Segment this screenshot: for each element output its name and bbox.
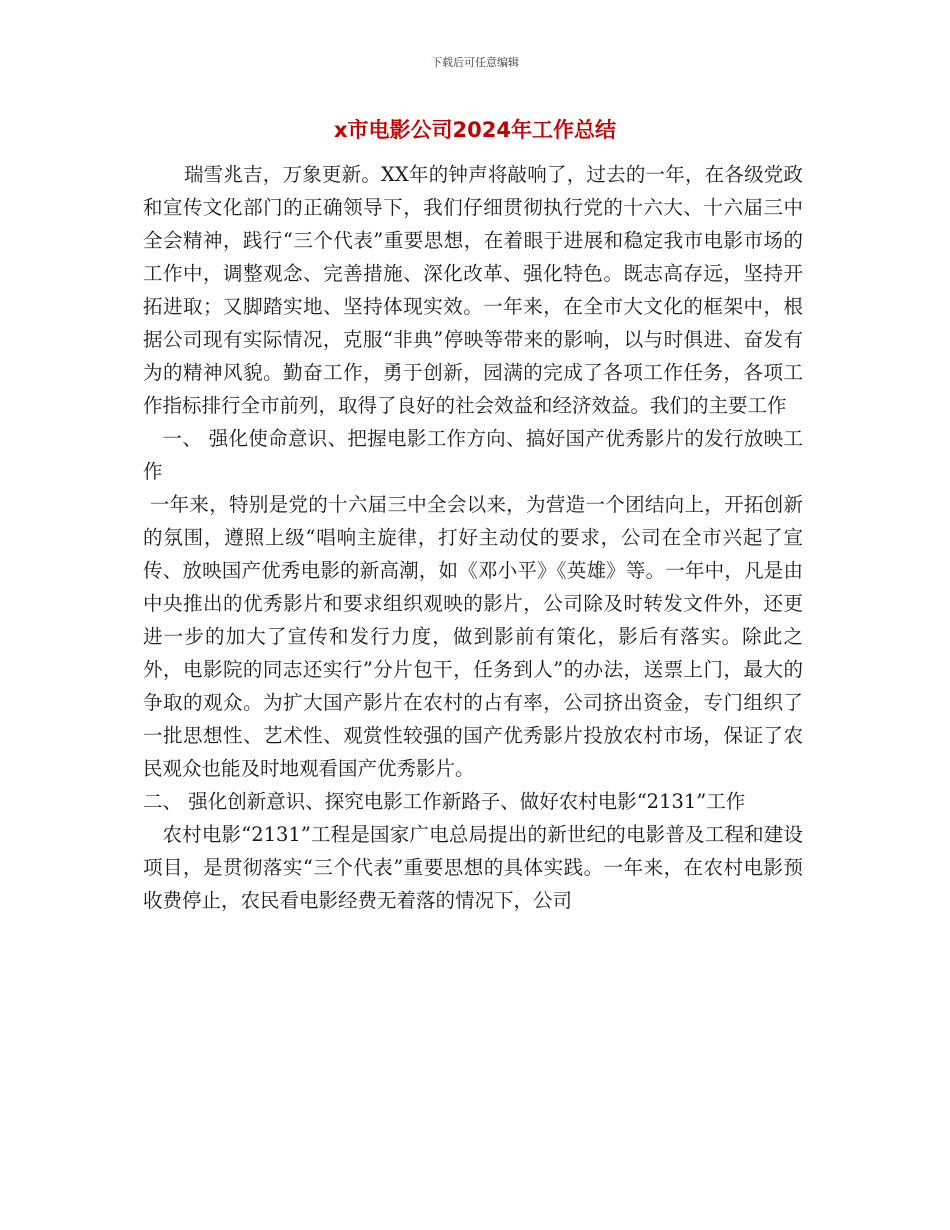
paragraph-intro: 瑞雪兆吉，万象更新。XX年的钟声将敲响了，过去的一年，在各级党政和宣传文化部门的正确领导下，我们仔细贯彻执行党的十六大、十六届三中全会精神，践行“三个代表”重要思想，在着眼于进展和稳定我市电影市场的工作中，调整观念、完善措施、深化改革、强化特色。既志高存远，坚持开拓进取；又脚踏实地、坚持体现实效。一年来，在全市大文化的框架中，根据公司现有实际情况，克服“非典”停映等带来的影响，以与时俱进、奋发有为的精神风貌。勤奋工作，勇于创新，园满的完成了各项工作任务，各项工作指标排行全市前列，取得了良好的社会效益和经济效益。我们的主要工作 xyxy=(143,163,803,417)
document-body xyxy=(143,158,803,917)
section-heading-2: 二、 强化创新意识、探究电影工作新路子、做好农村电影“2131”工作 xyxy=(143,790,746,813)
paragraph-section-1: 一年来，特别是党的十六届三中全会以来，为营造一个团结向上，开拓创新的氛围，遵照上级“唱响主旋律，打好主动仗的要求，公司在全市兴起了宣传、放映国产优秀电影的新高潮，如《邓小平》《英雄》等。一年中，凡是由中央推出的优秀影片和要求组织观映的影片，公司除及时转发文件外，还更进一步的加大了宣传和发行力度，做到影前有策化，影后有落实。除此之外，电影院的同志还实行”分片包干，任务到人”的办法，送票上门，最大的争取的观众。为扩大国产影片在农村的占有率，公司挤出资金，专门组织了一批思想性、艺术性、观赏性较强的国产优秀影片投放农村市场，保证了农民观众也能及时地观看国产优秀影片。 xyxy=(143,493,803,780)
document-title: x市电影公司2024年工作总结 xyxy=(334,118,616,142)
section-heading-1: 一、 强化使命意识、把握电影工作方向、搞好国产优秀影片的发行放映工作 xyxy=(143,427,803,483)
paragraph-section-2: 农村电影“2131”工程是国家广电总局提出的新世纪的电影普及工程和建设项目，是贯彻落实“三个代表”重要思想的具体实践。一年来，在农村电影预收费停止，农民看电影经费无着落的情况下，公司 xyxy=(143,823,803,912)
header-note: 下载后可任意编辑 xyxy=(431,56,519,69)
